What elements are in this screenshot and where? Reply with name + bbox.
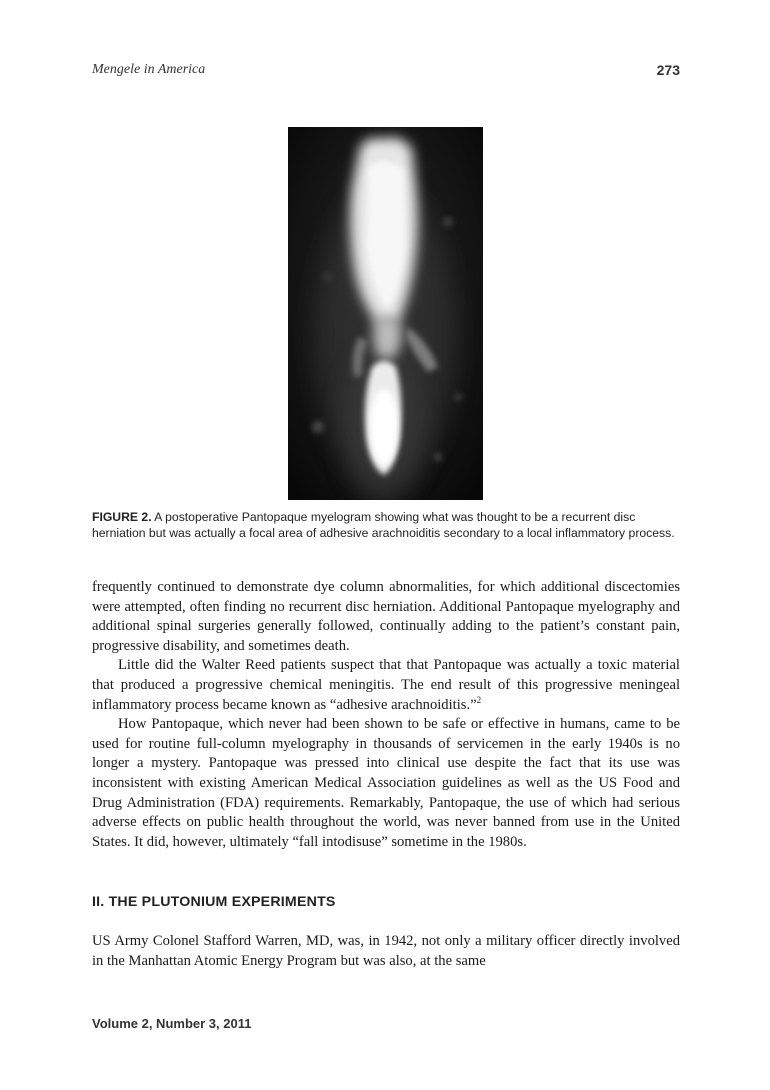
paragraph: US Army Colonel Stafford Warren, MD, was, in 1942, not only a military officer directly involved in the Manhattan Atomic Energy Program but was also, at the same xyxy=(92,933,680,969)
running-title: Mengele in America xyxy=(92,62,206,77)
figure-caption xyxy=(92,509,684,541)
paragraph: frequently continued to demonstrate dye column abnormalities, for which additional discectomies were attempted, often finding no recurrent disc herniation. Additional Pantopaque myelography and additional spinal surgeries generally followed, continually adding to the patient’s constant pain, progressive disability, and sometimes death. xyxy=(92,579,680,654)
body-text xyxy=(92,578,680,852)
section-body xyxy=(92,932,680,971)
paragraph xyxy=(92,656,680,715)
myelogram-figure xyxy=(288,127,483,500)
page-number: 273 xyxy=(656,62,680,78)
figure-caption-text: A postoperative Pantopaque myelogram showing what was thought to be a recurrent disc herniation but was actually a focal area of adhesive arachnoiditis secondary to a local inflammatory process. xyxy=(92,510,675,540)
figure-label: FIGURE 2. xyxy=(92,510,152,524)
paragraph-text: Little did the Walter Reed patients suspect that that Pantopaque was actually a toxic material that produced a progressive chemical meningitis. The end result of this progressive meningeal inflammatory process became known as “adhesive arachnoiditis.” xyxy=(92,657,680,713)
myelogram-image xyxy=(288,127,483,500)
footer-issue: Volume 2, Number 3, 2011 xyxy=(92,1016,252,1031)
section-heading: II. THE PLUTONIUM EXPERIMENTS xyxy=(92,894,336,910)
paragraph: How Pantopaque, which never had been shown to be safe or effective in humans, came to be used for routine full-column myelography in thousands of servicemen in the early 1940s is no longer a mystery. Pantopaque was pressed into clinical use despite the fact that its use was inconsistent with existing American Medical Association guidelines as well as the US Food and Drug Administration (FDA) requirements. Remarkably, Pantopaque, the use of which had serious adverse effects on public health throughout the world, was never banned from use in the United States. It did, however, ultimately “fall intodisuse” sometime in the 1980s. xyxy=(92,716,680,850)
footnote-ref: 2 xyxy=(476,694,482,705)
